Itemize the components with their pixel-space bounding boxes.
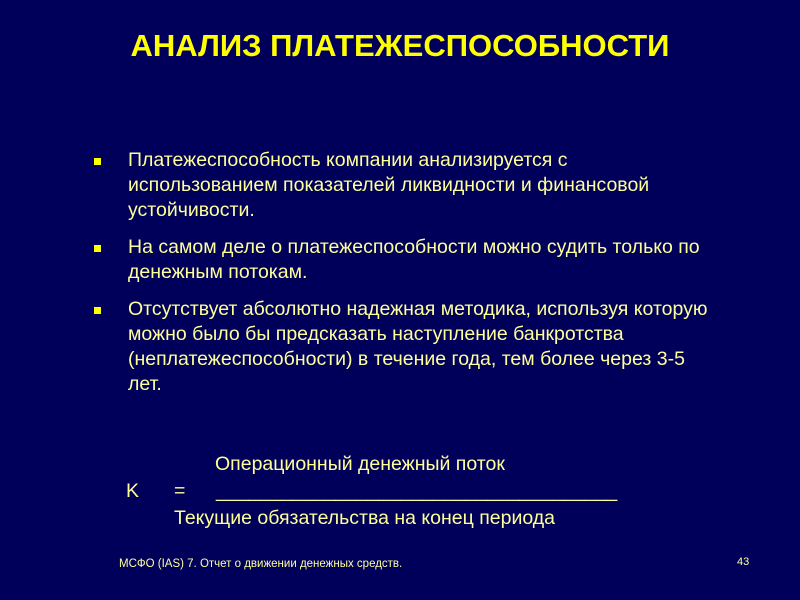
square-bullet-icon [94, 245, 101, 252]
bullet-text: На самом деле о платежеспособности можно судить только по денежным потокам. [128, 236, 700, 283]
page-number: 43 [737, 556, 750, 568]
slide-footer: МСФО (IAS) 7. Отчет о движении денежных средств. [119, 558, 403, 570]
formula-fraction-line: _____________________________________ [216, 480, 618, 502]
bullet-text: Отсутствует абсолютно надежная методика, используя которую можно было бы предсказать наступление банкротства (неплатежеспособности) в течение года, тем более через 3-5 лет. [128, 298, 708, 395]
bullet-list [118, 148, 718, 409]
bullet-item [118, 297, 718, 397]
formula-variable: K [126, 480, 140, 502]
bullet-item [118, 148, 718, 223]
bullet-text: Платежеспособность компании анализируется с использованием показателей ликвидности и финансовой устойчивости. [128, 149, 650, 221]
formula-denominator: Текущие обязательства на конец периода [174, 507, 556, 529]
formula-equals-sign: = [174, 480, 186, 502]
bullet-item [118, 235, 718, 285]
square-bullet-icon [94, 158, 101, 165]
formula-numerator: Операционный денежный поток [215, 453, 505, 475]
slide-title: АНАЛИЗ ПЛАТЕЖЕСПОСОБНОСТИ [130, 28, 670, 63]
square-bullet-icon [94, 307, 101, 314]
